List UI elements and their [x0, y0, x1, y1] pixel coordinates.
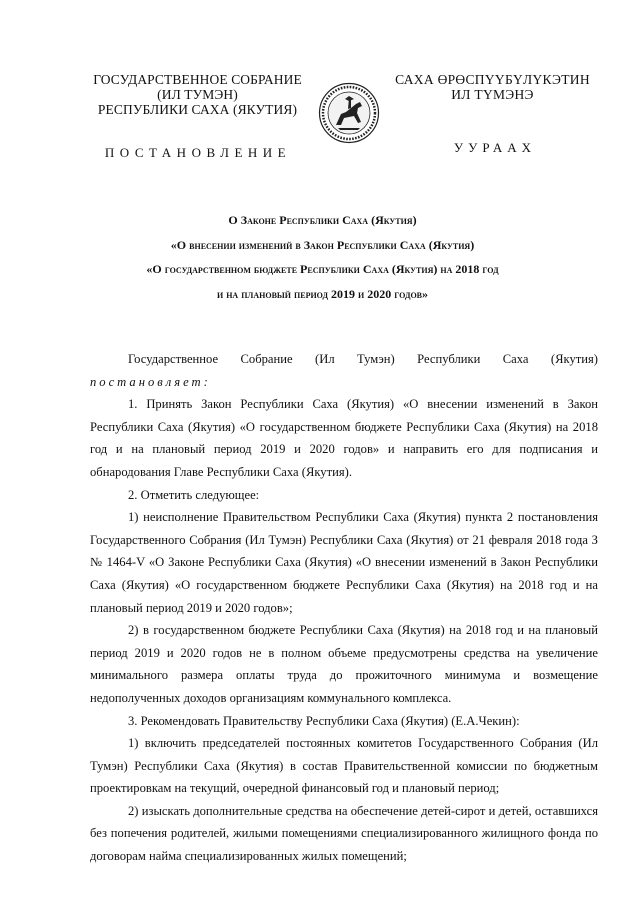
intro-line: Государственное Собрание (Ил Тумэн) Республики Саха (Якутия): [128, 352, 598, 366]
doc-type-russian: ПОСТАНОВЛЕНИЕ: [104, 145, 292, 160]
paragraph-3-2: 2) изыскать дополнительные средства на обеспечение детей-сирот и детей, оставшихся без попечения родителей, жилыми помещениями специализированного жилищного фонда по договорам найма специализированных жилых помещений;: [90, 803, 598, 864]
document-header: [0, 0, 640, 190]
title-line-3: «О государственном бюджете Республики Саха (Якутия) на 2018 год: [146, 262, 499, 276]
coat-of-arms-emblem-icon: [318, 82, 380, 144]
paragraph-1: 1. Принять Закон Республики Саха (Якутия) «О внесении изменений в Закон Республики Саха (Якутия) «О государственном бюджете Республики Саха (Якутия) на 2018 год и на плановый период 2019 и 2020 годов» и направить его для подписания и обнародования Главе Республики Саха (Якутия).: [90, 397, 598, 479]
intro-verb-paragraph: [90, 371, 598, 394]
document-body: [90, 348, 598, 868]
paragraph-2-2: 2) в государственном бюджете Республики Саха (Якутия) на 2018 год и на плановый период 2019 и 2020 годов не в полном объеме предусмотрены средства на увеличение минимального размера оплаты труда до прожиточного минимума и возмещение недополученных доходов организациям коммунального комплекса.: [90, 623, 598, 705]
title-line-4: и на плановый период 2019 и 2020 годов»: [216, 286, 429, 301]
paragraph-3-1: 1) включить председателей постоянных комитетов Государственного Собрания (Ил Тумэн) Республики Саха (Якутия) в состав Правительственной комиссии по бюджетным проектировкам на текущий, очередной финансовый год и плановый период;: [90, 736, 598, 796]
issuer-line-1: ГОСУДАРСТВЕННОЕ СОБРАНИЕ: [93, 72, 302, 87]
intro-verb: постановляет:: [90, 374, 211, 389]
paragraph-2-1: 1) неисполнение Правительством Республики Саха (Якутия) пункта 2 постановления Государственного Собрания (Ил Тумэн) Республики Саха (Якутия) от 21 февраля 2018 года З № 1464-V «О Законе Республики Саха (Якутия) «О внесении изменений в Закон Республики Саха (Якутия) «О государственном бюджете Республики Саха (Якутия) на 2018 год и на плановый период 2019 и 2020 годов»;: [90, 510, 598, 615]
paragraph-3: 3. Рекомендовать Правительству Республики Саха (Якутия) (Е.А.Чекин):: [128, 713, 520, 728]
title-line-2: «О внесении изменений в Закон Республики Саха (Якутия): [170, 237, 475, 252]
doc-type-yakut: УУРААХ: [453, 140, 537, 155]
issuer-line-3: РЕСПУБЛИКИ САХА (ЯКУТИЯ): [97, 102, 298, 117]
issuer-yakut-line-1: САХА ӨРӨСПҮҮБҮЛҮКЭТИН: [395, 72, 590, 87]
issuer-line-2: (ИЛ ТУМЭН): [157, 87, 238, 102]
issuer-yakut-line-2: ИЛ ТҮМЭНЭ: [451, 87, 534, 102]
paragraph-2: 2. Отметить следующее:: [128, 487, 260, 502]
document-title: [90, 208, 555, 306]
issuer-name-yakut: [385, 72, 600, 102]
issuer-name-russian: [85, 72, 310, 117]
title-line-1: О Законе Республики Саха (Якутия): [228, 213, 417, 227]
